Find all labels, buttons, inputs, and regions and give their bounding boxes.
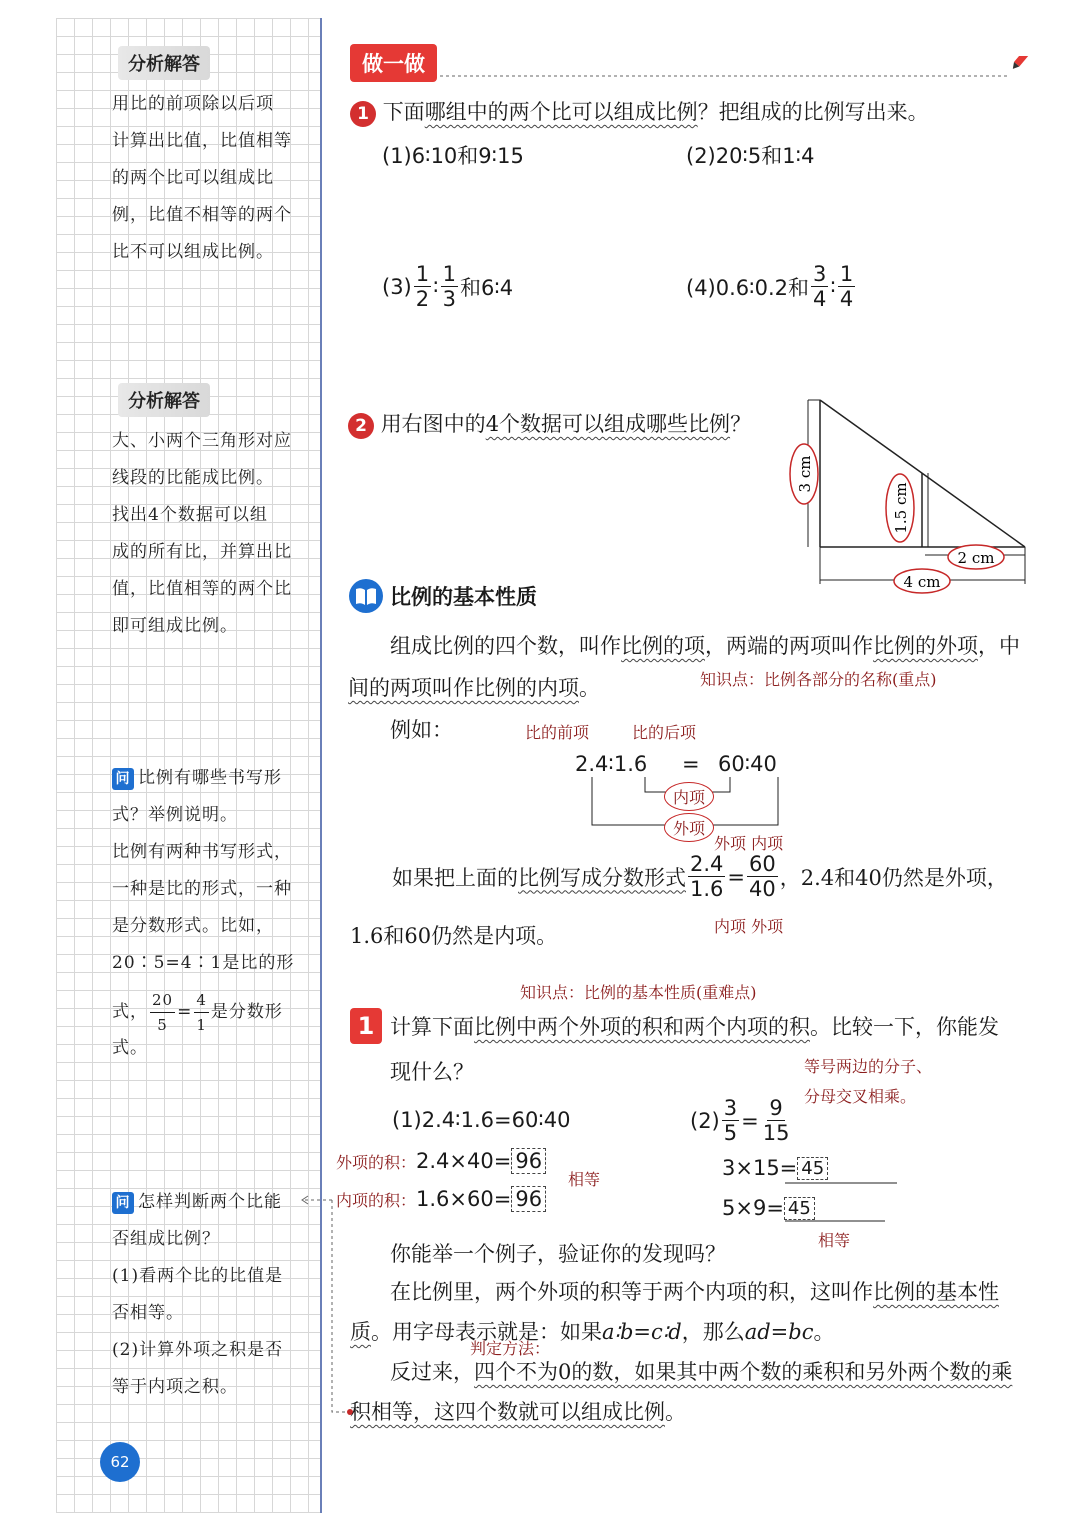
note-line: 大、小两个三角形对应 [112,431,292,451]
qa-question-line: 比例有哪些书写形 [138,768,282,788]
example-equals: = [682,752,700,776]
property-line-1: 在比例里，两个外项的积等于两个内项的积，这叫作比例的基本性 [390,1280,999,1304]
fraction: $\frac{20}{5}$ [150,988,175,1037]
example-1-prompt: 1 计算下面 比例中两个外项的积和两个内项的积 。比较一下，你能发 [350,1008,999,1044]
part-2-expression: (2) $\frac{3}{5}$ = $\frac{9}{15}$ [690,1096,790,1145]
front-term-label: 比的前项 [525,723,590,742]
note-line: 计算出比值，比值相等 [112,131,292,151]
property-line-2: 质。用字母表示就是：如果a∶b=c∶d，那么ad=bc。 [350,1320,835,1344]
question-icon: 问 [112,1192,134,1214]
pencil-icon [1010,56,1031,71]
note-line: 成的所有比，并算出比 [112,542,292,562]
qa-answer-fraction-line: 式， $\frac{20}{5}$ = $\frac{4}{1}$ 是分数形式。 [112,988,317,1059]
inner-term-circle: 内项 [664,782,714,811]
equal-note-1: 相等 [568,1170,601,1189]
question-icon: 问 [112,768,134,790]
analysis-tag-2: 分析解答 [118,383,210,417]
label-1-5cm: 1.5 cm [892,482,910,534]
part-2-rules [785,1180,905,1225]
example-left-ratio: 2.4∶1.6 [575,752,648,776]
converse-line-1: 反过来，四个不为0的数，如果其中两个数的乘积和另外两个数的乘 [390,1360,1013,1384]
qa-question-line: 否组成比例？ [112,1229,220,1249]
book-icon [348,578,384,614]
note-property: 知识点：比例的基本性质(重难点) [520,983,757,1002]
exercise-number: 1 [350,101,376,127]
label-3cm: 3 cm [796,455,814,493]
qa-answer-line: 比例有两种书写形式， [112,842,292,862]
exercise-2-prompt: 2 用右图中的4个数据可以组成哪些比例？ [348,408,751,439]
exercise-1-item-4: (4)0.6∶0.2和 $\frac{3}{4}$ ∶ $\frac{1}{4}$ [686,262,854,311]
qa-writing-forms [112,760,317,1059]
qa-question-line: 怎样判断两个比能 [138,1192,282,1212]
fraction-label-top: 外项 内项 [714,834,784,853]
cross-multiply-note: 等号两边的分子、 分母交叉相乘。 [804,1057,933,1106]
analysis-note-2 [112,423,292,645]
back-term-label: 比的后项 [632,723,697,742]
exercise-1-item-3: (3) $\frac{1}{2}$ ∶ $\frac{1}{3}$ 和6∶4 [382,262,514,311]
section-title: 比例的基本性质 [390,585,537,609]
fraction: $\frac{3}{5}$ [723,1096,738,1145]
page-number-badge: 62 [100,1442,140,1482]
connector-arrow [300,1190,360,1420]
part-1-expression: (1)2.4∶1.6=60∶40 [392,1108,571,1132]
note-line: 即可组成比例。 [112,616,238,636]
fraction-label-bottom: 内项 外项 [714,917,784,936]
inner-product-row: 内项的积： 1.6×60= 96 [336,1186,546,1212]
qa-answer-line: 否相等。 [112,1303,184,1323]
note-terms: 知识点：比例各部分的名称(重点) [700,670,937,689]
note-line: 比不可以组成比例。 [112,242,274,262]
qa-judge-proportion [112,1184,317,1406]
example-number: 1 [350,1008,382,1044]
analysis-note-1 [112,86,292,271]
label-2cm: 2 cm [957,549,995,567]
part-2-row-1: 3×15= 45 [722,1156,828,1180]
fraction: $\frac{1}{3}$ [442,262,456,311]
fraction: $\frac{4}{1}$ [194,988,209,1037]
qa-answer-line: (2)计算外项之积是否 [112,1340,284,1360]
practice-banner: 做一做 [350,44,437,82]
fraction: $\frac{1}{4}$ [839,262,854,311]
triangle-diagram [780,392,1040,602]
example-right-ratio: 60∶40 [718,752,777,776]
exercise-1-prompt: 1 下面哪组中的两个比可以组成比例？把组成的比例写出来。 [350,96,929,127]
qa-question-line: 式？举例说明。 [112,805,238,825]
fraction-form-line-2: 1.6和60仍然是内项。 [350,924,558,948]
inner-product-value: 96 [511,1186,546,1212]
exercise-number: 2 [348,413,374,439]
qa-answer-line: 20∶5=4∶1是比的形 [112,953,295,973]
qa-answer-line: 等于内项之积。 [112,1377,238,1397]
qa-answer-line: 一种是比的形式，一种 [112,879,292,899]
fraction: $\frac{60}{40}$ [749,852,776,901]
note-line: 线段的比能成比例。 [112,468,274,488]
qa-answer-line: (1)看两个比的比值是 [112,1266,284,1286]
outer-product-value: 96 [511,1148,546,1174]
note-line: 的两个比可以组成比 [112,168,274,188]
fraction-form-line: 如果把上面的 比例写成分数形式 $\frac{2.4}{1.6}$ = $\frac{60}{40}$ ，2.4和40仍然是外项， [392,852,1008,901]
note-line: 用比的前项除以后项 [112,94,274,114]
banner-dashed-rule [440,56,1035,86]
note-line: 找出4个数据可以组 [112,505,268,525]
fraction: $\frac{1}{2}$ [415,262,430,311]
fraction: $\frac{9}{15}$ [762,1096,790,1145]
example-label: 例如： [390,718,453,742]
definition-line-2: 间的两项叫作比例的内项。 [348,676,600,700]
converse-line-2: 积相等，这四个数就可以组成比例。 [350,1400,686,1424]
qa-answer-line: 是分数形式。比如， [112,916,274,936]
outer-term-circle: 外项 [664,813,714,842]
equal-note-2: 相等 [818,1231,851,1250]
exercise-1-item-2: (2)20∶5和1∶4 [686,144,815,168]
note-line: 例，比值不相等的两个 [112,205,292,225]
judge-method-note: 判定方法： [470,1339,551,1358]
fraction: $\frac{2.4}{1.6}$ [690,852,724,901]
fraction: $\frac{3}{4}$ [813,262,827,311]
analysis-tag-1: 分析解答 [118,46,210,80]
note-line: 值，比值相等的两个比 [112,579,292,599]
example-1-prompt-line-2: 现什么？ [390,1060,474,1084]
section-header [348,578,537,614]
definition-line-1: 组成比例的四个数，叫作比例的项，两端的两项叫作比例的外项，中 [390,634,1020,658]
part-2-row-2: 5×9= 45 [722,1196,815,1220]
exercise-1-item-1: (1)6∶10和9∶15 [382,144,524,168]
verify-prompt: 你能举一个例子，验证你的发现吗？ [390,1242,726,1266]
outer-product-row: 外项的积： 2.4×40= 96 [336,1148,546,1174]
label-4cm: 4 cm [903,573,941,591]
